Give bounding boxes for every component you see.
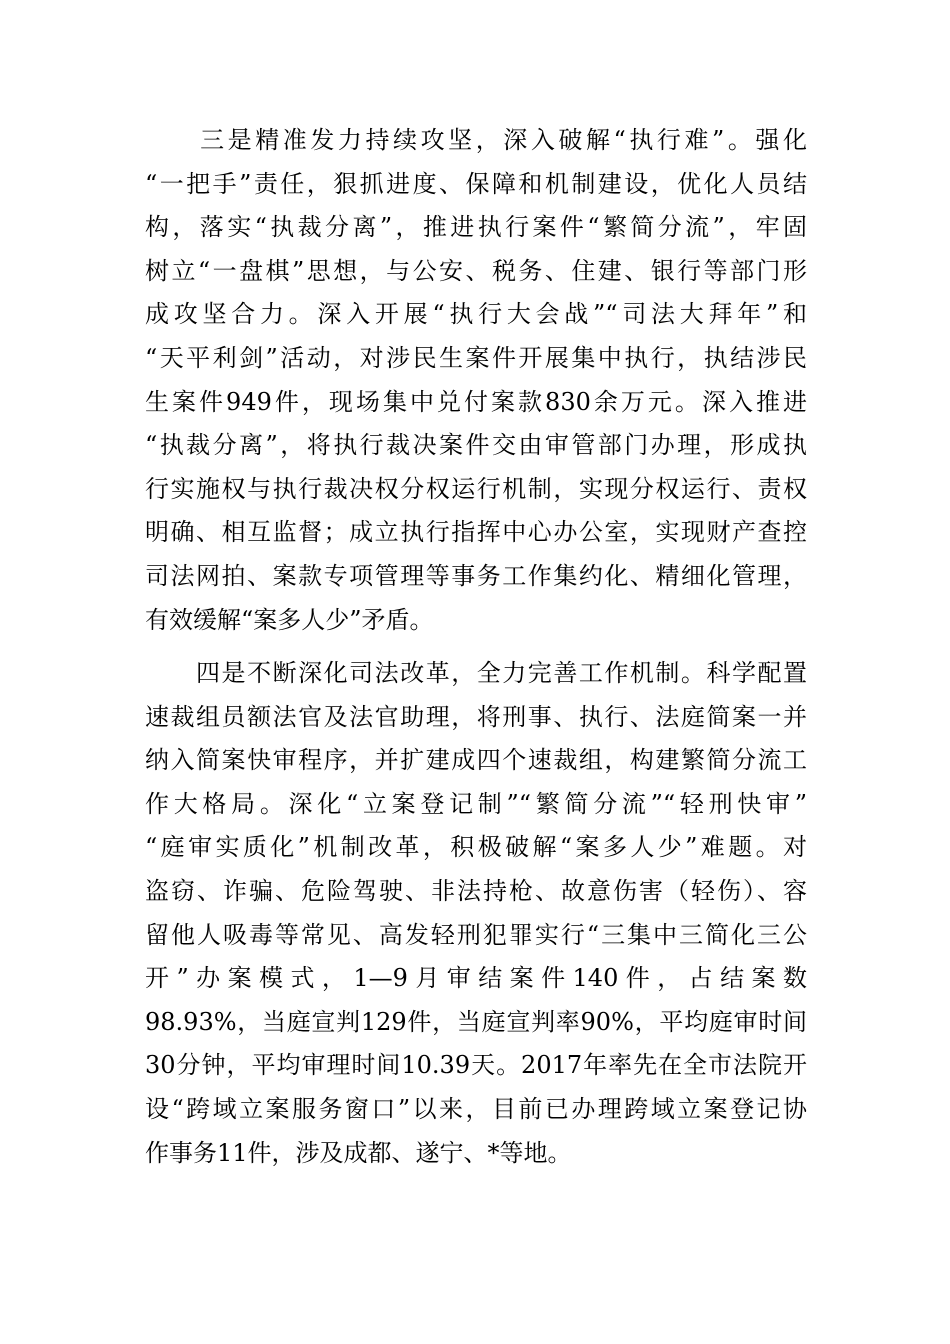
paragraph-enforcement [145,119,807,642]
paragraph-line: 生案件949件，现场集中兑付案款830余万元。深入推进 [145,387,807,416]
paragraph-line: 设“跨域立案服务窗口”以来，目前已办理跨域立案登记协 [145,1094,807,1123]
paragraph-line: 明确、相互监督；成立执行指挥中心办公室，实现财产查控 [145,518,807,547]
paragraph-line: “天平利剑”活动，对涉民生案件开展集中执行，执结涉民 [145,343,807,372]
paragraph-line: “庭审实质化”机制改革，积极破解“案多人少”难题。对 [145,833,807,862]
paragraph-line: 作大格局。深化“立案登记制”“繁简分流”“轻刑快审” [145,789,807,818]
paragraph-line: 开”办案模式，1—9月审结案件140件，占结案数 [145,964,807,993]
paragraph-line: 盗窃、诈骗、危险驾驶、非法持枪、故意伤害（轻伤）、容 [145,876,807,905]
paragraph-line: 构，落实“执裁分离”，推进执行案件“繁简分流”，牢固 [145,213,807,242]
paragraph-line: 树立“一盘棋”思想，与公安、税务、住建、银行等部门形 [145,256,807,285]
paragraph-line: 有效缓解“案多人少”矛盾。 [145,605,434,634]
paragraph-line: 纳入简案快审程序，并扩建成四个速裁组，构建繁简分流工 [145,746,807,775]
paragraph-line: “一把手”责任，狠抓进度、保障和机制建设，优化人员结 [145,169,807,198]
paragraph-judicial-reform [145,652,807,1175]
paragraph-line: 留他人吸毒等常见、高发轻刑犯罪实行“三集中三简化三公 [145,920,807,949]
paragraph-line: 成攻坚合力。深入开展“执行大会战”“司法大拜年”和 [145,300,807,329]
paragraph-line: 三是精准发力持续攻坚，深入破解“执行难”。强化 [145,126,807,154]
paragraph-line: 98.93%，当庭宣判129件，当庭宣判率90%，平均庭审时间 [145,1007,807,1036]
paragraph-line: 行实施权与执行裁决权分权运行机制，实现分权运行、责权 [145,474,807,503]
paragraph-line: 司法网拍、案款专项管理等事务工作集约化、精细化管理， [145,561,807,590]
paragraph-line: 30分钟，平均审理时间10.39天。2017年率先在全市法院开 [145,1051,807,1080]
paragraph-line: 作事务11件，涉及成都、遂宁、*等地。 [145,1138,572,1167]
paragraph-line: 四是不断深化司法改革，全力完善工作机制。科学配置 [145,659,807,687]
paragraph-line: 速裁组员额法官及法官助理，将刑事、执行、法庭简案一并 [145,702,807,731]
paragraph-line: “执裁分离”，将执行裁决案件交由审管部门办理，形成执 [145,431,807,460]
